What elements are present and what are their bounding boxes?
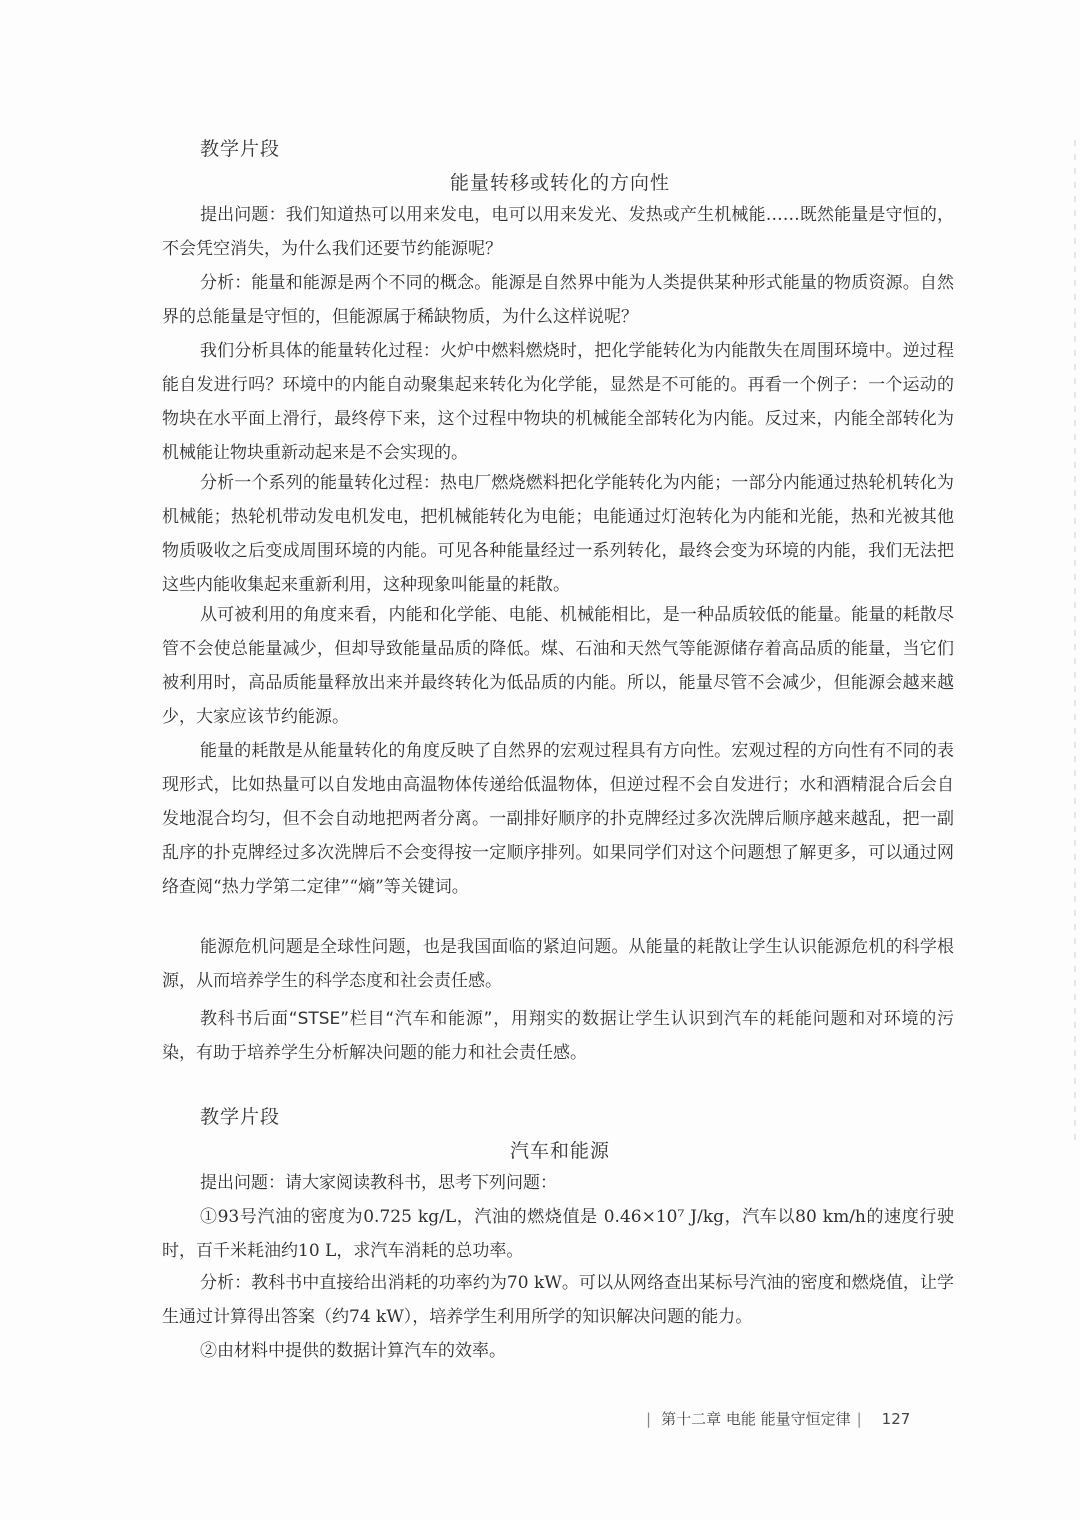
section-label: 教学片段 xyxy=(200,138,281,160)
paragraph: 分析一个系列的能量转化过程：热电厂燃烧燃料把化学能转化为内能；一部分内能通过热轮机转化为机械能；热轮机带动发电机发电，把机械能转化为电能；电能通过灯泡转化为内能和光能，热和光被其他物质吸收之后变成周围环境的内能。可见各种能量经过一系列转化，最终会变为环境的内能，我们无法把这些内能收集起来重新利用，这种现象叫能量的耗散。 xyxy=(162,473,954,595)
paragraph: 能量的耗散是从能量转化的角度反映了自然界的宏观过程具有方向性。宏观过程的方向性有不同的表现形式，比如热量可以自发地由高温物体传递给低温物体，但逆过程不会自发进行；水和酒精混合后会自发地混合均匀，但不会自动地把两者分离。一副排好顺序的扑克牌经过多次洗牌后顺序越来越乱，把一副乱序的扑克牌经过多次洗牌后不会变得按一定顺序排列。如果同学们对这个问题想了解更多，可以通过网络查阅“热力学第二定律”“熵”等关键词。 xyxy=(162,741,954,897)
paragraph: ①93号汽油的密度为0.725 kg/L，汽油的燃烧值是 0.46×10⁷ J/kg，汽车以80 km/h的速度行驶时，百千米耗油约10 L，求汽车消耗的总功率。 xyxy=(162,1207,954,1261)
paragraph: 分析：教科书中直接给出消耗的功率约为70 kW。可以从网络查出某标号汽油的密度和燃烧值，让学生通过计算得出答案（约74 kW），培养学生利用所学的知识解决问题的能力。 xyxy=(162,1273,954,1327)
section-title: 汽车和能源 xyxy=(509,1140,610,1162)
paragraph: 分析：能量和能源是两个不同的概念。能源是自然界中能为人类提供某种形式能量的物质资源。自然界的总能量是守恒的，但能源属于稀缺物质，为什么这样说呢？ xyxy=(162,273,954,327)
commentary-paragraph: 教科书后面“STSE”栏目“汽车和能源”，用翔实的数据让学生认识到汽车的耗能问题和对环境的污染，有助于培养学生分析解决问题的能力和社会责任感。 xyxy=(162,1009,954,1063)
commentary-paragraph: 能源危机问题是全球性问题，也是我国面临的紧迫问题。从能量的耗散让学生认识能源危机的科学根源，从而培养学生的科学态度和社会责任感。 xyxy=(162,937,954,991)
section-title: 能量转移或转化的方向性 xyxy=(449,172,670,194)
chapter-title: 第十二章 电能 能量守恒定律 xyxy=(661,1410,851,1428)
page-edge-shadow xyxy=(1074,140,1076,1140)
page-footer xyxy=(640,1408,960,1429)
paragraph: 我们分析具体的能量转化过程：火炉中燃料燃烧时，把化学能转化为内能散失在周围环境中。逆过程能自发进行吗？环境中的内能自动聚集起来转化为化学能，显然是不可能的。再看一个例子：一个运动的物块在水平面上滑行，最终停下来，这个过程中物块的机械能全部转化为内能。反过来，内能全部转化为机械能让物块重新动起来是不会实现的。 xyxy=(162,341,954,463)
footer-separator: | xyxy=(856,1410,862,1428)
paragraph: 提出问题：我们知道热可以用来发电，电可以用来发光、发热或产生机械能……既然能量是守恒的，不会凭空消失，为什么我们还要节约能源呢？ xyxy=(162,205,954,259)
paragraph: 提出问题：请大家阅读教科书，思考下列问题： xyxy=(200,1173,557,1193)
section-label: 教学片段 xyxy=(200,1106,281,1128)
paragraph: 从可被利用的角度来看，内能和化学能、电能、机械能相比，是一种品质较低的能量。能量的耗散尽管不会使总能量减少，但却导致能量品质的降低。煤、石油和天然气等能源储存着高品质的能量，当它们被利用时，高品质能量释放出来并最终转化为低品质的内能。所以，能量尽管不会减少，但能源会越来越少，大家应该节约能源。 xyxy=(162,605,954,727)
paragraph: ②由材料中提供的数据计算汽车的效率。 xyxy=(200,1341,506,1361)
footer-separator: | xyxy=(646,1410,652,1428)
page-number: 127 xyxy=(881,1410,911,1428)
